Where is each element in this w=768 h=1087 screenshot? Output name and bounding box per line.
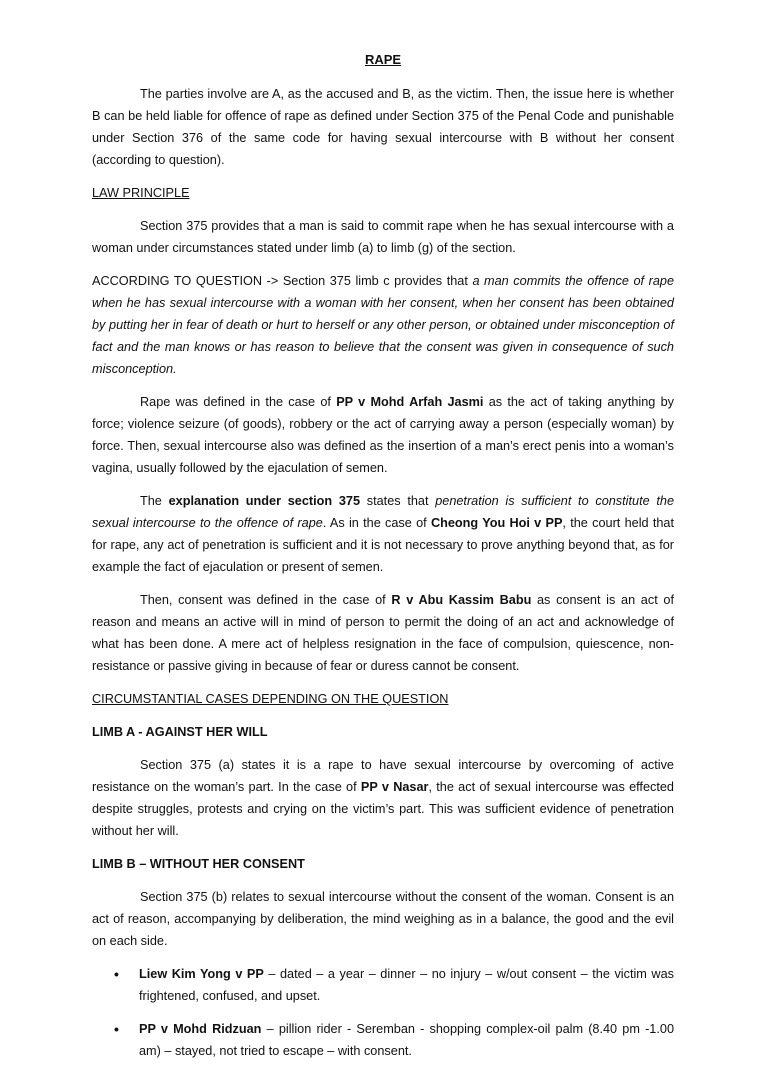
law-principle-paragraph: Section 375 provides that a man is said to commit rape when he has sexual intercourse with a woman under circumstances stated under limb (a) to limb (g) of the section. <box>92 219 674 255</box>
bullet-icon: • <box>114 1021 119 1037</box>
consent-text-b: as consent is an act of reason and means an active will in mind of person to permit the doing of an act and acknowledge of what has been done. A mere act of helpless resignation in the face of compulsion, quiescence, non-resistance or passive giving in because of fear or duress cannot be consent. <box>92 593 674 673</box>
rape-def-text-a: Rape was defined in the case of <box>140 395 337 409</box>
limb-a-text-b: , the act of sexual intercourse was effected despite struggles, protests and crying on the victim’s part. This was sufficient evidence of penetration without her will. <box>92 780 674 838</box>
consent-paragraph <box>92 589 674 677</box>
bullet-text: – dated – a year – dinner – no injury – w/out consent – the victim was frightened, confused, and upset. <box>139 967 674 1003</box>
document-title: RAPE <box>364 52 402 67</box>
limb-b-heading: LIMB B – WITHOUT HER CONSENT <box>92 857 305 871</box>
bullet-case-name: PP v Mohd Ridzuan <box>139 1022 262 1036</box>
according-lead: ACCORDING TO QUESTION -> Section 375 limb c provides that <box>92 274 473 288</box>
bullet-text: – pillion rider - Seremban - shopping complex-oil palm (8.40 pm -1.00 am) – stayed, not tried to escape – with consent. <box>139 1022 675 1058</box>
circumstantial-heading: CIRCUMSTANTIAL CASES DEPENDING ON THE QUESTION <box>92 692 449 706</box>
list-item <box>92 963 674 1007</box>
case-name-arfah: PP v Mohd Arfah Jasmi <box>336 395 484 409</box>
limb-a-paragraph <box>92 754 674 842</box>
explanation-text-b: states that <box>360 494 436 508</box>
law-principle-heading: LAW PRINCIPLE <box>92 186 190 200</box>
explanation-text-c: . As in the case of <box>322 516 431 530</box>
case-bullet-list <box>92 963 674 1062</box>
case-name-nasar: PP v Nasar <box>360 780 429 794</box>
according-italic-text: a man commits the offence of rape when he has sexual intercourse with a woman with her consent, when her consent has been obtained by putting her in fear of death or hurt to herself or any other person, or obtained under misconception of fact and the man knows or has reason to believe that the consent was given in consequence of such misconception. <box>92 274 675 376</box>
case-name-abu-kassim: R v Abu Kassim Babu <box>391 593 532 607</box>
rape-definition-paragraph <box>92 391 674 479</box>
explanation-text-d: , the court held that for rape, any act of penetration is sufficient and it is not necessary to prove anything beyond that, as for example the fact of ejaculation or present of semen. <box>92 516 674 574</box>
explanation-bold: explanation under section 375 <box>168 494 361 508</box>
according-to-question-paragraph <box>92 270 674 380</box>
bullet-icon: • <box>114 966 119 982</box>
bullet-case-name: Liew Kim Yong v PP <box>139 967 264 981</box>
intro-paragraph: The parties involve are A, as the accused and B, as the victim. Then, the issue here is whether B can be held liable for offence of rape as defined under Section 375 of the Penal Code and punishable under Section 376 of the same code for having sexual intercourse with B without her consent (according to question). <box>92 87 674 167</box>
limb-a-text-a: Section 375 (a) states it is a rape to have sexual intercourse by overcoming of active resistance on the woman’s part. In the case of <box>92 758 674 794</box>
limb-b-paragraph: Section 375 (b) relates to sexual intercourse without the consent of the woman. Consent is an act of reason, accompanying by deliberation, the mind weighing as in a balance, the good and the evil on each side. <box>92 890 674 948</box>
explanation-text-a: The <box>140 494 169 508</box>
case-name-cheong: Cheong You Hoi v PP <box>430 516 563 530</box>
rape-def-text-b: as the act of taking anything by force; violence seizure (of goods), robbery or the act of carrying away a person (especially woman) by force. Then, sexual intercourse also was defined as the insertion of a man’s erect penis into a woman’s vagina, usually followed by the ejaculation of semen. <box>92 395 674 475</box>
limb-a-heading: LIMB A - AGAINST HER WILL <box>92 725 268 739</box>
list-item <box>92 1018 674 1062</box>
consent-text-a: Then, consent was defined in the case of <box>140 593 392 607</box>
explanation-italic: penetration is sufficient to constitute the sexual intercourse to the offence of rape <box>92 494 675 530</box>
explanation-paragraph <box>92 490 674 578</box>
